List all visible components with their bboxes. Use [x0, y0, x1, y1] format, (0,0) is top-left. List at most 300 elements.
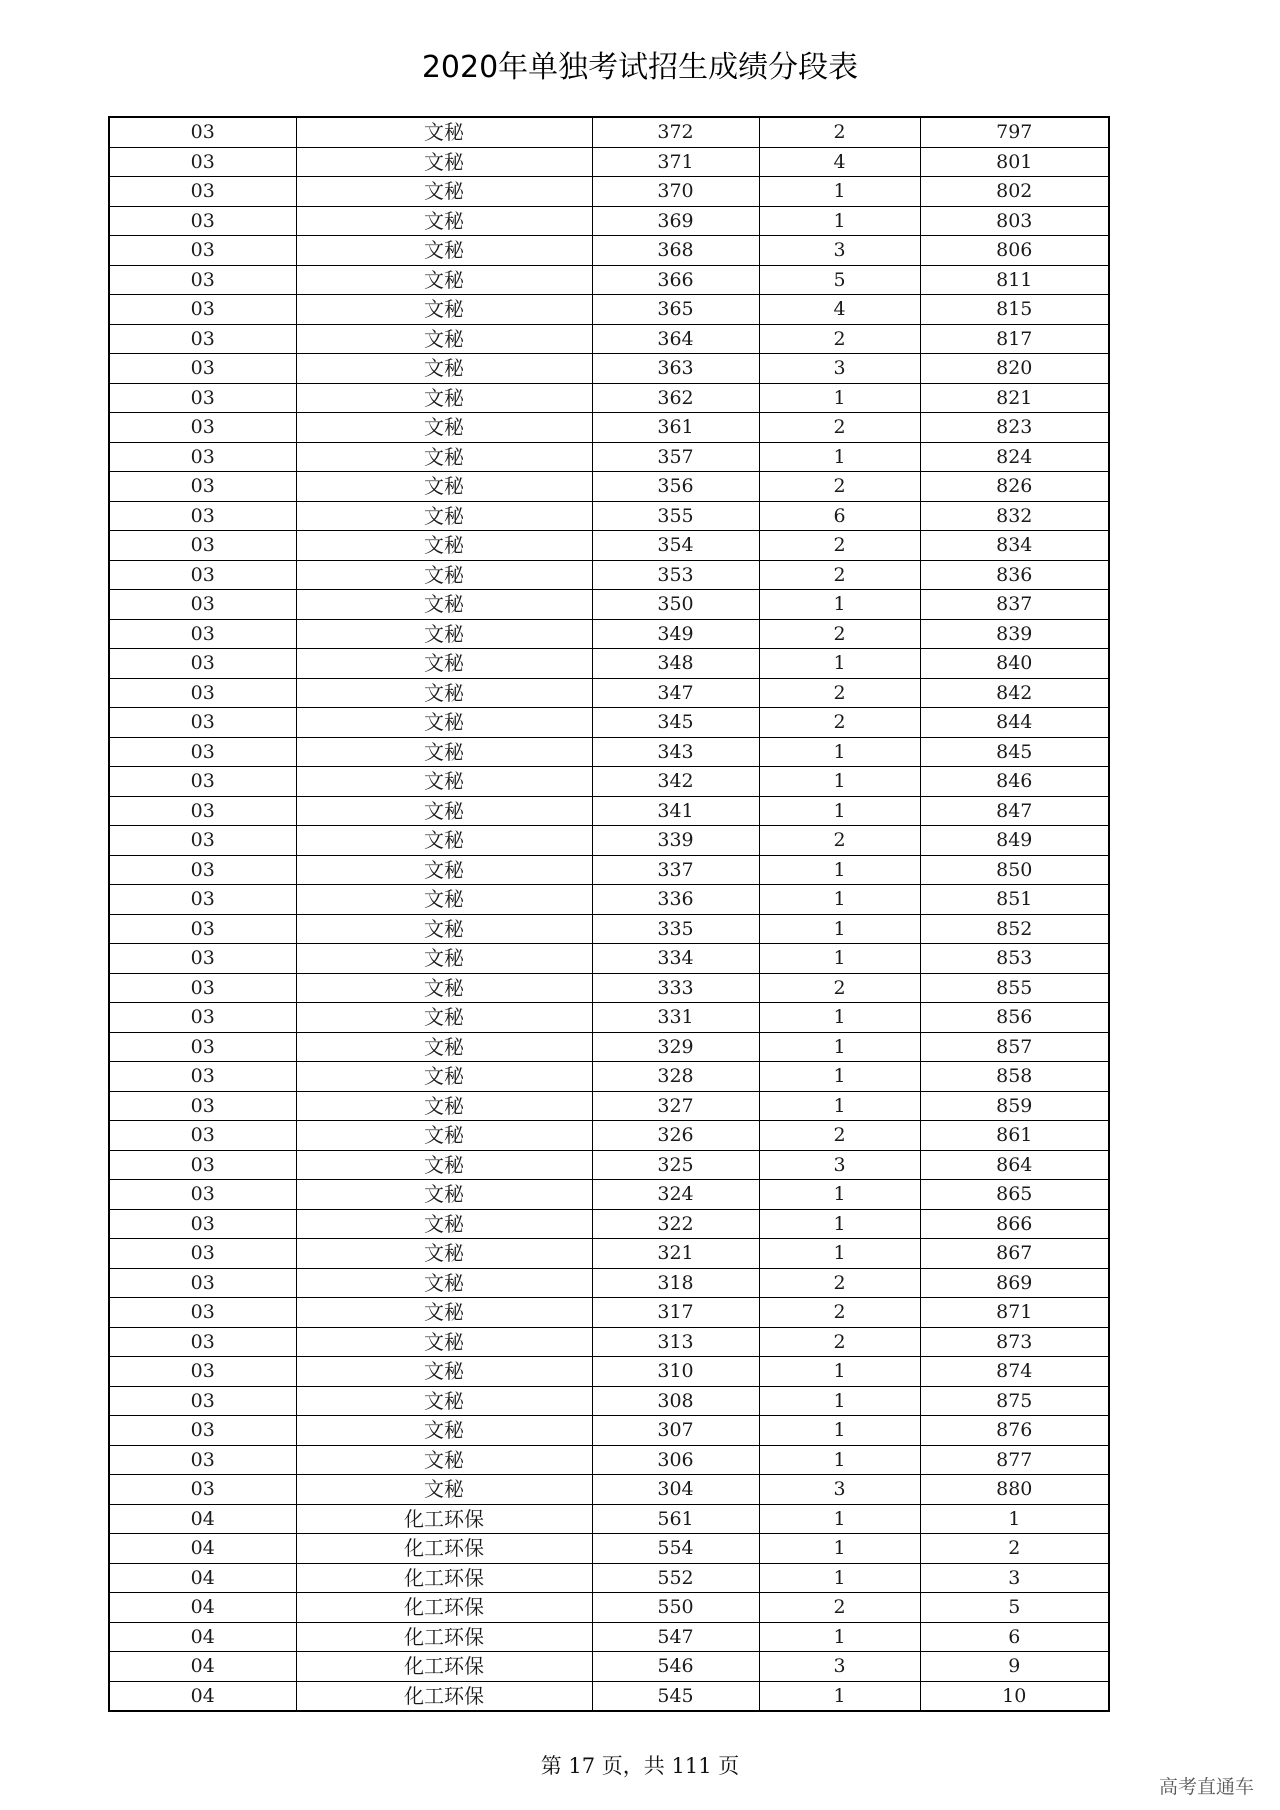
major-code-cell: 03	[109, 708, 296, 738]
major-name-cell: 文秘	[296, 1327, 592, 1357]
count-cell: 3	[759, 1150, 920, 1180]
major-code-cell: 03	[109, 678, 296, 708]
cumulative-cell: 6	[920, 1622, 1109, 1652]
major-code-cell: 03	[109, 1239, 296, 1269]
watermark: 高考直通车	[1158, 1776, 1254, 1798]
count-cell: 1	[759, 383, 920, 413]
table-row	[109, 1003, 1109, 1033]
table-row	[109, 1622, 1109, 1652]
score-cell: 552	[592, 1563, 759, 1593]
score-cell: 335	[592, 914, 759, 944]
count-cell: 2	[759, 1298, 920, 1328]
table-row	[109, 1180, 1109, 1210]
table-row	[109, 1091, 1109, 1121]
cumulative-cell: 875	[920, 1386, 1109, 1416]
major-code-cell: 03	[109, 1327, 296, 1357]
cumulative-cell: 852	[920, 914, 1109, 944]
score-cell: 336	[592, 885, 759, 915]
major-code-cell: 03	[109, 442, 296, 472]
count-cell: 1	[759, 590, 920, 620]
count-cell: 1	[759, 767, 920, 797]
cumulative-cell: 842	[920, 678, 1109, 708]
table-row	[109, 944, 1109, 974]
count-cell: 3	[759, 354, 920, 384]
cumulative-cell: 855	[920, 973, 1109, 1003]
major-name-cell: 文秘	[296, 1121, 592, 1151]
major-code-cell: 03	[109, 1416, 296, 1446]
major-code-cell: 03	[109, 1121, 296, 1151]
cumulative-cell: 801	[920, 147, 1109, 177]
score-cell: 310	[592, 1357, 759, 1387]
major-name-cell: 文秘	[296, 944, 592, 974]
major-name-cell: 文秘	[296, 1357, 592, 1387]
count-cell: 3	[759, 236, 920, 266]
table-row	[109, 708, 1109, 738]
score-cell: 326	[592, 1121, 759, 1151]
cumulative-cell: 5	[920, 1593, 1109, 1623]
table-row	[109, 1534, 1109, 1564]
major-code-cell: 03	[109, 619, 296, 649]
table-body	[109, 117, 1109, 1711]
table-row	[109, 1032, 1109, 1062]
cumulative-cell: 845	[920, 737, 1109, 767]
major-code-cell: 03	[109, 1298, 296, 1328]
table-row	[109, 265, 1109, 295]
major-code-cell: 03	[109, 1475, 296, 1505]
major-code-cell: 04	[109, 1622, 296, 1652]
major-code-cell: 03	[109, 354, 296, 384]
major-name-cell: 文秘	[296, 885, 592, 915]
table-row	[109, 1298, 1109, 1328]
score-cell: 361	[592, 413, 759, 443]
count-cell: 2	[759, 678, 920, 708]
table-row	[109, 1239, 1109, 1269]
major-code-cell: 03	[109, 914, 296, 944]
major-name-cell: 文秘	[296, 1268, 592, 1298]
major-code-cell: 03	[109, 590, 296, 620]
score-cell: 321	[592, 1239, 759, 1269]
score-cell: 343	[592, 737, 759, 767]
major-name-cell: 文秘	[296, 708, 592, 738]
score-cell: 342	[592, 767, 759, 797]
major-code-cell: 04	[109, 1504, 296, 1534]
count-cell: 1	[759, 796, 920, 826]
score-cell: 355	[592, 501, 759, 531]
score-table	[108, 116, 1110, 1712]
major-name-cell: 文秘	[296, 501, 592, 531]
table-row	[109, 295, 1109, 325]
major-code-cell: 03	[109, 413, 296, 443]
score-cell: 364	[592, 324, 759, 354]
table-row	[109, 1062, 1109, 1092]
major-code-cell: 03	[109, 560, 296, 590]
table-row	[109, 1327, 1109, 1357]
major-code-cell: 03	[109, 1091, 296, 1121]
major-name-cell: 文秘	[296, 442, 592, 472]
score-cell: 354	[592, 531, 759, 561]
major-code-cell: 03	[109, 973, 296, 1003]
score-cell: 334	[592, 944, 759, 974]
cumulative-cell: 826	[920, 472, 1109, 502]
cumulative-cell: 806	[920, 236, 1109, 266]
count-cell: 2	[759, 1327, 920, 1357]
major-code-cell: 03	[109, 855, 296, 885]
cumulative-cell: 10	[920, 1681, 1109, 1711]
major-name-cell: 文秘	[296, 413, 592, 443]
cumulative-cell: 797	[920, 117, 1109, 147]
major-name-cell: 文秘	[296, 383, 592, 413]
table-row	[109, 1445, 1109, 1475]
major-code-cell: 04	[109, 1681, 296, 1711]
table-row	[109, 472, 1109, 502]
table-row	[109, 147, 1109, 177]
score-cell: 550	[592, 1593, 759, 1623]
score-cell: 325	[592, 1150, 759, 1180]
major-code-cell: 04	[109, 1534, 296, 1564]
count-cell: 1	[759, 1681, 920, 1711]
cumulative-cell: 874	[920, 1357, 1109, 1387]
major-name-cell: 文秘	[296, 177, 592, 207]
score-cell: 341	[592, 796, 759, 826]
score-cell: 308	[592, 1386, 759, 1416]
major-name-cell: 文秘	[296, 1386, 592, 1416]
cumulative-cell: 803	[920, 206, 1109, 236]
cumulative-cell: 877	[920, 1445, 1109, 1475]
table-row	[109, 590, 1109, 620]
table-row	[109, 413, 1109, 443]
major-name-cell: 文秘	[296, 1475, 592, 1505]
major-code-cell: 03	[109, 117, 296, 147]
count-cell: 3	[759, 1652, 920, 1682]
count-cell: 2	[759, 1121, 920, 1151]
major-name-cell: 文秘	[296, 354, 592, 384]
count-cell: 4	[759, 147, 920, 177]
major-name-cell: 文秘	[296, 1062, 592, 1092]
count-cell: 1	[759, 1180, 920, 1210]
table-row	[109, 1209, 1109, 1239]
score-cell: 329	[592, 1032, 759, 1062]
cumulative-cell: 836	[920, 560, 1109, 590]
count-cell: 1	[759, 1504, 920, 1534]
score-cell: 366	[592, 265, 759, 295]
major-name-cell: 文秘	[296, 1150, 592, 1180]
major-name-cell: 文秘	[296, 1003, 592, 1033]
table-row	[109, 1386, 1109, 1416]
score-cell: 306	[592, 1445, 759, 1475]
count-cell: 2	[759, 973, 920, 1003]
score-cell: 561	[592, 1504, 759, 1534]
cumulative-cell: 849	[920, 826, 1109, 856]
major-name-cell: 化工环保	[296, 1534, 592, 1564]
major-code-cell: 03	[109, 1003, 296, 1033]
major-code-cell: 03	[109, 649, 296, 679]
major-code-cell: 03	[109, 472, 296, 502]
table-row	[109, 973, 1109, 1003]
major-name-cell: 文秘	[296, 973, 592, 1003]
score-cell: 331	[592, 1003, 759, 1033]
major-name-cell: 文秘	[296, 737, 592, 767]
table-row	[109, 206, 1109, 236]
count-cell: 2	[759, 560, 920, 590]
major-name-cell: 文秘	[296, 1032, 592, 1062]
cumulative-cell: 811	[920, 265, 1109, 295]
score-cell: 350	[592, 590, 759, 620]
major-code-cell: 03	[109, 1445, 296, 1475]
score-cell: 313	[592, 1327, 759, 1357]
major-name-cell: 化工环保	[296, 1622, 592, 1652]
cumulative-cell: 853	[920, 944, 1109, 974]
table-row	[109, 1681, 1109, 1711]
major-code-cell: 03	[109, 1357, 296, 1387]
score-cell: 317	[592, 1298, 759, 1328]
cumulative-cell: 850	[920, 855, 1109, 885]
score-cell: 327	[592, 1091, 759, 1121]
major-name-cell: 文秘	[296, 236, 592, 266]
count-cell: 1	[759, 1091, 920, 1121]
major-name-cell: 文秘	[296, 1416, 592, 1446]
major-code-cell: 03	[109, 1386, 296, 1416]
table-row	[109, 442, 1109, 472]
major-code-cell: 03	[109, 1032, 296, 1062]
count-cell: 2	[759, 117, 920, 147]
count-cell: 3	[759, 1475, 920, 1505]
count-cell: 1	[759, 1386, 920, 1416]
table-row	[109, 914, 1109, 944]
cumulative-cell: 846	[920, 767, 1109, 797]
table-row	[109, 826, 1109, 856]
table-row	[109, 737, 1109, 767]
score-cell: 322	[592, 1209, 759, 1239]
cumulative-cell: 873	[920, 1327, 1109, 1357]
count-cell: 2	[759, 708, 920, 738]
major-name-cell: 文秘	[296, 1091, 592, 1121]
count-cell: 1	[759, 1003, 920, 1033]
major-code-cell: 03	[109, 501, 296, 531]
major-code-cell: 03	[109, 1150, 296, 1180]
major-code-cell: 03	[109, 796, 296, 826]
score-cell: 545	[592, 1681, 759, 1711]
table-row	[109, 649, 1109, 679]
cumulative-cell: 9	[920, 1652, 1109, 1682]
count-cell: 2	[759, 531, 920, 561]
table-row	[109, 1150, 1109, 1180]
cumulative-cell: 802	[920, 177, 1109, 207]
cumulative-cell: 817	[920, 324, 1109, 354]
count-cell: 1	[759, 1032, 920, 1062]
cumulative-cell: 824	[920, 442, 1109, 472]
major-code-cell: 03	[109, 737, 296, 767]
major-code-cell: 03	[109, 295, 296, 325]
major-name-cell: 化工环保	[296, 1681, 592, 1711]
major-name-cell: 文秘	[296, 147, 592, 177]
score-cell: 368	[592, 236, 759, 266]
major-name-cell: 文秘	[296, 1239, 592, 1269]
count-cell: 2	[759, 413, 920, 443]
score-cell: 337	[592, 855, 759, 885]
score-cell: 363	[592, 354, 759, 384]
cumulative-cell: 880	[920, 1475, 1109, 1505]
major-name-cell: 文秘	[296, 855, 592, 885]
major-code-cell: 03	[109, 236, 296, 266]
cumulative-cell: 859	[920, 1091, 1109, 1121]
table-row	[109, 117, 1109, 147]
count-cell: 1	[759, 1416, 920, 1446]
major-name-cell: 文秘	[296, 767, 592, 797]
major-name-cell: 文秘	[296, 796, 592, 826]
score-cell: 546	[592, 1652, 759, 1682]
major-name-cell: 文秘	[296, 1298, 592, 1328]
cumulative-cell: 844	[920, 708, 1109, 738]
score-cell: 348	[592, 649, 759, 679]
major-name-cell: 文秘	[296, 265, 592, 295]
major-code-cell: 03	[109, 531, 296, 561]
major-name-cell: 文秘	[296, 206, 592, 236]
table-row	[109, 678, 1109, 708]
major-code-cell: 03	[109, 885, 296, 915]
score-cell: 362	[592, 383, 759, 413]
cumulative-cell: 847	[920, 796, 1109, 826]
major-code-cell: 03	[109, 1268, 296, 1298]
table-row	[109, 177, 1109, 207]
major-code-cell: 03	[109, 383, 296, 413]
score-cell: 349	[592, 619, 759, 649]
major-name-cell: 文秘	[296, 590, 592, 620]
table-row	[109, 767, 1109, 797]
major-name-cell: 文秘	[296, 295, 592, 325]
count-cell: 1	[759, 914, 920, 944]
count-cell: 1	[759, 944, 920, 974]
cumulative-cell: 2	[920, 1534, 1109, 1564]
table-row	[109, 885, 1109, 915]
table-row	[109, 1652, 1109, 1682]
cumulative-cell: 1	[920, 1504, 1109, 1534]
score-cell: 318	[592, 1268, 759, 1298]
major-name-cell: 文秘	[296, 472, 592, 502]
table-row	[109, 796, 1109, 826]
count-cell: 1	[759, 1622, 920, 1652]
major-name-cell: 文秘	[296, 826, 592, 856]
cumulative-cell: 3	[920, 1563, 1109, 1593]
table-row	[109, 1121, 1109, 1151]
count-cell: 1	[759, 177, 920, 207]
page-footer: 第 17 页，共 111 页	[540, 1754, 740, 1778]
table-row	[109, 236, 1109, 266]
cumulative-cell: 820	[920, 354, 1109, 384]
major-name-cell: 化工环保	[296, 1652, 592, 1682]
major-name-cell: 文秘	[296, 531, 592, 561]
cumulative-cell: 865	[920, 1180, 1109, 1210]
major-code-cell: 03	[109, 944, 296, 974]
cumulative-cell: 839	[920, 619, 1109, 649]
cumulative-cell: 857	[920, 1032, 1109, 1062]
table-row	[109, 324, 1109, 354]
cumulative-cell: 867	[920, 1239, 1109, 1269]
count-cell: 1	[759, 1534, 920, 1564]
table-row	[109, 855, 1109, 885]
major-code-cell: 03	[109, 1062, 296, 1092]
table-row	[109, 1504, 1109, 1534]
score-cell: 307	[592, 1416, 759, 1446]
cumulative-cell: 851	[920, 885, 1109, 915]
major-name-cell: 化工环保	[296, 1504, 592, 1534]
score-cell: 547	[592, 1622, 759, 1652]
table-row	[109, 531, 1109, 561]
major-code-cell: 03	[109, 324, 296, 354]
count-cell: 1	[759, 1209, 920, 1239]
table-row	[109, 560, 1109, 590]
major-code-cell: 03	[109, 767, 296, 797]
count-cell: 1	[759, 649, 920, 679]
major-name-cell: 文秘	[296, 649, 592, 679]
major-code-cell: 03	[109, 265, 296, 295]
major-name-cell: 文秘	[296, 1209, 592, 1239]
major-name-cell: 化工环保	[296, 1593, 592, 1623]
count-cell: 1	[759, 1445, 920, 1475]
cumulative-cell: 864	[920, 1150, 1109, 1180]
score-cell: 324	[592, 1180, 759, 1210]
cumulative-cell: 866	[920, 1209, 1109, 1239]
count-cell: 5	[759, 265, 920, 295]
cumulative-cell: 858	[920, 1062, 1109, 1092]
major-code-cell: 03	[109, 147, 296, 177]
major-name-cell: 文秘	[296, 117, 592, 147]
major-name-cell: 文秘	[296, 678, 592, 708]
table-row	[109, 501, 1109, 531]
major-name-cell: 文秘	[296, 619, 592, 649]
count-cell: 1	[759, 1062, 920, 1092]
major-code-cell: 04	[109, 1593, 296, 1623]
table-row	[109, 619, 1109, 649]
major-code-cell: 03	[109, 206, 296, 236]
major-name-cell: 化工环保	[296, 1563, 592, 1593]
score-cell: 371	[592, 147, 759, 177]
major-code-cell: 03	[109, 1209, 296, 1239]
major-name-cell: 文秘	[296, 1445, 592, 1475]
count-cell: 4	[759, 295, 920, 325]
score-cell: 372	[592, 117, 759, 147]
score-cell: 347	[592, 678, 759, 708]
cumulative-cell: 834	[920, 531, 1109, 561]
cumulative-cell: 815	[920, 295, 1109, 325]
count-cell: 1	[759, 206, 920, 236]
cumulative-cell: 861	[920, 1121, 1109, 1151]
cumulative-cell: 837	[920, 590, 1109, 620]
count-cell: 1	[759, 737, 920, 767]
count-cell: 1	[759, 1563, 920, 1593]
major-name-cell: 文秘	[296, 324, 592, 354]
table-row	[109, 354, 1109, 384]
cumulative-cell: 856	[920, 1003, 1109, 1033]
score-cell: 365	[592, 295, 759, 325]
table-row	[109, 383, 1109, 413]
count-cell: 1	[759, 1239, 920, 1269]
major-code-cell: 04	[109, 1652, 296, 1682]
major-code-cell: 03	[109, 826, 296, 856]
table-row	[109, 1416, 1109, 1446]
table-row	[109, 1563, 1109, 1593]
score-cell: 356	[592, 472, 759, 502]
major-name-cell: 文秘	[296, 1180, 592, 1210]
count-cell: 1	[759, 855, 920, 885]
page-title: 2020年单独考试招生成绩分段表	[421, 50, 859, 85]
count-cell: 2	[759, 1593, 920, 1623]
count-cell: 1	[759, 885, 920, 915]
count-cell: 1	[759, 442, 920, 472]
major-code-cell: 03	[109, 177, 296, 207]
major-name-cell: 文秘	[296, 560, 592, 590]
major-code-cell: 03	[109, 1180, 296, 1210]
score-cell: 304	[592, 1475, 759, 1505]
